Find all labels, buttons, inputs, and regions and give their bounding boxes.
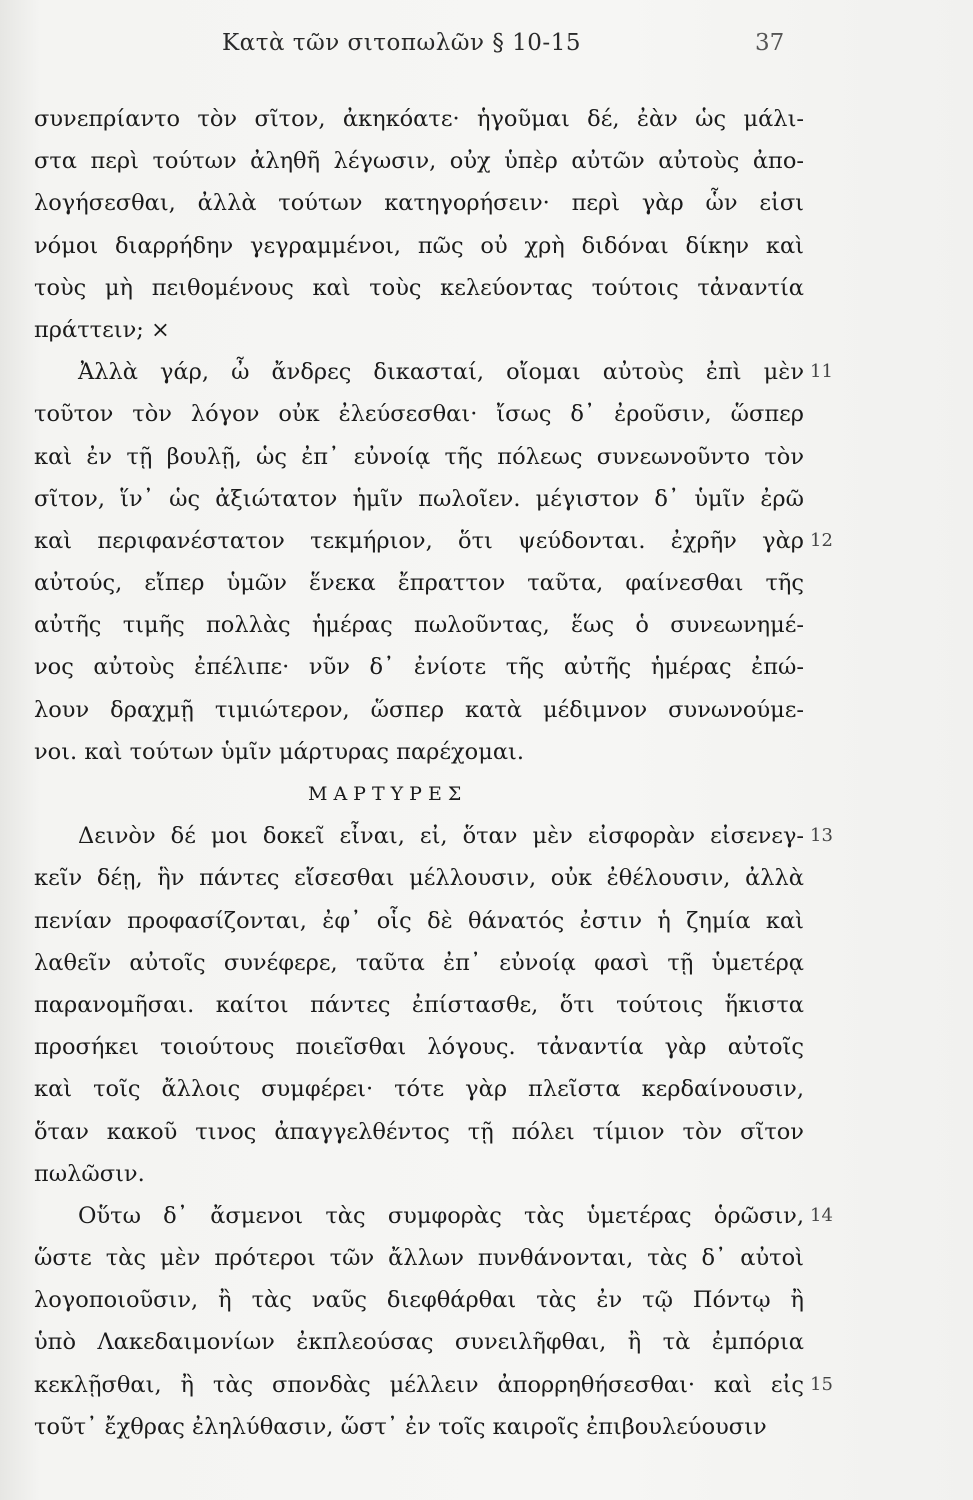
line-text: ὅταν κακοῦ τινος ἀπαγγελθέντος τῇ πόλει τίμιον τὸν σῖτον: [34, 1118, 804, 1145]
line-text: αὐτούς, εἴπερ ὑμῶν ἕνεκα ἔπραττον ταῦτα, φαίνεσθαι τῆς: [34, 570, 804, 597]
line-text: Δεινὸν δέ μοι δοκεῖ εἶναι, εἰ, ὅταν μὲν εἰσφορὰν εἰσενεγ-: [78, 823, 804, 850]
line-text: νος αὐτοὺς ἐπέλιπε· νῦν δ᾽ ἐνίοτε τῆς αὐτῆς ἡμέρας ἐπώ-: [34, 654, 804, 681]
line-text: νόμοι διαρρήδην γεγραμμένοι, πῶς οὐ χρὴ διδόναι δίκην καὶ: [34, 232, 804, 259]
text-line: [34, 1279, 804, 1321]
line-text: κεῖν δέῃ, ἣν πάντες εἴσεσθαι μέλλουσιν, οὐκ ἐθέλουσιν, ἀλλὰ: [34, 865, 804, 892]
text-line: [34, 1111, 804, 1153]
line-text: ὥστε τὰς μὲν πρότεροι τῶν ἄλλων πυνθάνονται, τὰς δ᾽ αὐτοὶ: [34, 1245, 804, 1272]
line-text: κεκλῇσθαι, ἢ τὰς σπονδὰς μέλλειν ἀπορρηθήσεσθαι· καὶ εἰς: [34, 1371, 804, 1398]
section-number: 11: [810, 361, 833, 383]
text-line: [34, 984, 804, 1026]
line-text: Οὕτω δ᾽ ἄσμενοι τὰς συμφορὰς τὰς ὑμετέρας ὁρῶσιν,: [78, 1202, 804, 1229]
text-line: [34, 309, 804, 351]
line-text: λογοποιοῦσιν, ἢ τὰς ναῦς διεφθάρθαι τὰς ἐν τῷ Πόντῳ ἢ: [34, 1287, 804, 1314]
text-line: [34, 731, 804, 773]
text-line: [34, 478, 804, 520]
line-text: τοῦτ᾽ ἔχθρας ἐληλύθασιν, ὥστ᾽ ἐν τοῖς καιροῖς ἐπιβουλεύουσιν: [34, 1413, 767, 1440]
text-line: [34, 1195, 833, 1237]
line-text: πωλῶσιν.: [34, 1160, 145, 1187]
text-line: [34, 520, 833, 562]
text-line: [34, 900, 804, 942]
line-text: καὶ ἐν τῇ βουλῇ, ὡς ἐπ᾽ εὐνοίᾳ τῆς πόλεως συνεωνοῦντο τὸν: [34, 443, 804, 470]
line-text: λουν δραχμῇ τιμιώτερον, ὥσπερ κατὰ μέδιμνον συνωνούμε-: [34, 696, 804, 723]
section-number: 13: [810, 825, 833, 847]
text-line: [34, 689, 804, 731]
page-number: 37: [755, 30, 785, 56]
text-line: [34, 1026, 804, 1068]
section-number: 12: [810, 529, 833, 551]
line-text: Ἀλλὰ γάρ, ὦ ἄνδρες δικασταί, οἴομαι αὐτοὺς ἐπὶ μὲν: [78, 359, 804, 386]
line-text: προσήκει τοιούτους ποιεῖσθαι λόγους. τἀναντία γὰρ αὐτοῖς: [34, 1034, 804, 1061]
line-text: τοὺς μὴ πειθομένους καὶ τοὺς κελεύοντας τούτοις τἀναντία: [34, 274, 804, 301]
line-text: στα περὶ τούτων ἀληθῆ λέγωσιν, οὐχ ὑπὲρ αὐτῶν αὐτοὺς ἀπο-: [34, 148, 804, 175]
line-text: ὑπὸ Λακεδαιμονίων ἐκπλεούσας συνειλῆφθαι, ἢ τὰ ἐμπόρια: [34, 1329, 804, 1356]
text-body: [34, 98, 833, 1448]
text-line: [34, 646, 804, 688]
line-text: αὐτῆς τιμῆς πολλὰς ἡμέρας πωλοῦντας, ἕως ὁ συνεωνημέ-: [34, 612, 804, 639]
text-line: [34, 1068, 804, 1110]
text-line: [34, 1237, 804, 1279]
text-line: [34, 436, 804, 478]
text-line: [34, 182, 804, 224]
text-line: [34, 225, 804, 267]
text-line: [34, 140, 804, 182]
line-text: σῖτον, ἵν᾽ ὡς ἀξιώτατον ἡμῖν πωλοῖεν. μέγιστον δ᾽ ὑμῖν ἐρῶ: [34, 485, 804, 512]
section-number: 14: [810, 1204, 833, 1226]
line-text: παρανομῆσαι. καίτοι πάντες ἐπίστασθε, ὅτι τούτοις ἥκιστα: [34, 991, 804, 1018]
line-text: καὶ τοῖς ἄλλοις συμφέρει· τότε γὰρ πλεῖστα κερδαίνουσιν,: [34, 1076, 804, 1103]
text-line: [34, 815, 833, 857]
text-line: [34, 1364, 833, 1406]
text-line: [34, 857, 804, 899]
text-line: [34, 351, 833, 393]
line-text: συνεπρίαντο τὸν σῖτον, ἀκηκόατε· ἡγοῦμαι δέ, ἐὰν ὡς μάλι-: [34, 106, 804, 132]
line-text: ΜΑΡΤΥΡΕΣ: [308, 783, 468, 805]
text-line: [34, 604, 804, 646]
line-text: λογήσεσθαι, ἀλλὰ τούτων κατηγορήσειν· περὶ γὰρ ὧν εἰσι: [34, 190, 804, 217]
text-line: [34, 562, 804, 604]
text-line: [34, 1153, 804, 1195]
text-line: [34, 267, 804, 309]
running-title: Κατὰ τῶν σιτοπωλῶν § 10-15: [222, 30, 581, 56]
section-number: 15: [810, 1373, 833, 1395]
line-text: νοι. καὶ τούτων ὑμῖν μάρτυρας παρέχομαι.: [34, 738, 525, 765]
text-line: [34, 393, 804, 435]
text-line: [34, 1406, 804, 1448]
line-text: καὶ περιφανέστατον τεκμήριον, ὅτι ψεύδονται. ἐχρῆν γὰρ: [34, 527, 804, 554]
line-text: πενίαν προφασίζονται, ἐφ᾽ οἷς δὲ θάνατός ἐστιν ἡ ζημία καὶ: [34, 907, 804, 934]
line-text: πράττειν; ×: [34, 316, 170, 343]
line-text: λαθεῖν αὐτοῖς συνέφερε, ταῦτα ἐπ᾽ εὐνοίᾳ φασὶ τῇ ὑμετέρᾳ: [34, 949, 804, 976]
text-line: [34, 98, 804, 140]
section-heading: [34, 773, 804, 815]
line-text: τοῦτον τὸν λόγον οὐκ ἐλεύσεσθαι· ἴσως δ᾽ ἐροῦσιν, ὥσπερ: [34, 401, 804, 428]
running-head: [0, 30, 973, 64]
text-line: [34, 942, 804, 984]
text-line: [34, 1321, 804, 1363]
